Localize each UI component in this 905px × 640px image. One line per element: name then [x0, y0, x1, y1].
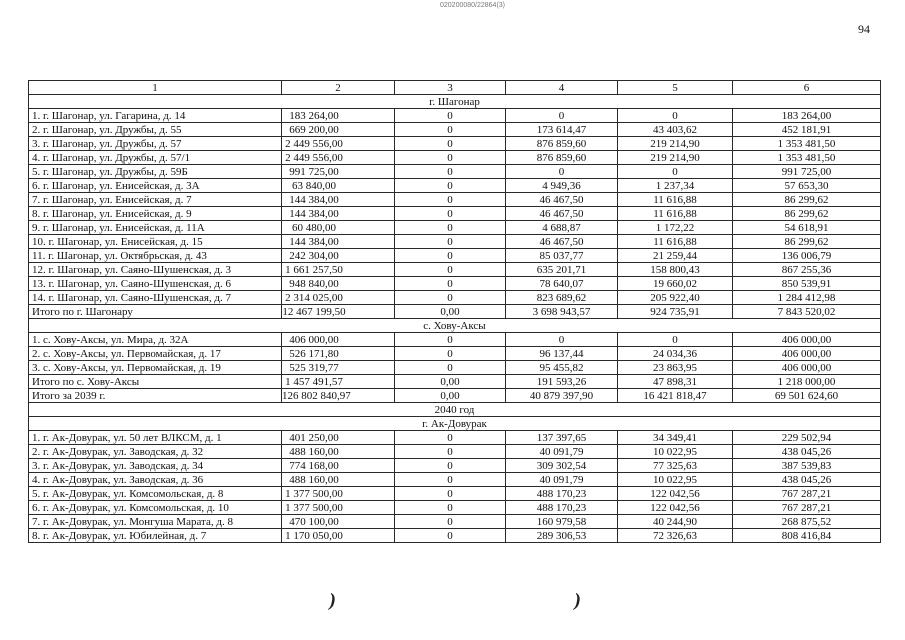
value-cell-col-4: 173 614,47 — [506, 123, 618, 137]
value-cell-col-4: 40 879 397,90 — [506, 389, 618, 403]
value-cell-col-5: 122 042,56 — [618, 487, 733, 501]
row-label-cell: 4. г. Ак-Довурак, ул. Заводская, д. 36 — [29, 473, 282, 487]
value-cell-col-5: 47 898,31 — [618, 375, 733, 389]
value-cell-col-5: 11 616,88 — [618, 207, 733, 221]
value-cell-col-4: 40 091,79 — [506, 445, 618, 459]
section-title: г. Шагонар — [29, 95, 881, 109]
table-row — [29, 501, 881, 515]
row-label-cell: Итого за 2039 г. — [29, 389, 282, 403]
table-row — [29, 263, 881, 277]
row-label-cell: 1. с. Хову-Аксы, ул. Мира, д. 32А — [29, 333, 282, 347]
section-header-row — [29, 319, 881, 333]
value-cell-col-6: 1 284 412,98 — [733, 291, 881, 305]
row-label-cell: 11. г. Шагонар, ул. Октябрьская, д. 43 — [29, 249, 282, 263]
value-cell-col-6: 438 045,26 — [733, 473, 881, 487]
value-cell-col-5: 11 616,88 — [618, 235, 733, 249]
page-number: 94 — [858, 22, 870, 36]
row-label-cell: Итого по с. Хову-Аксы — [29, 375, 282, 389]
value-cell-col-4: 46 467,50 — [506, 193, 618, 207]
value-cell-col-5: 205 922,40 — [618, 291, 733, 305]
row-label-cell: 7. г. Ак-Довурак, ул. Монгуша Марата, д. 8 — [29, 515, 282, 529]
value-cell-col-6: 767 287,21 — [733, 501, 881, 515]
value-cell-col-6: 406 000,00 — [733, 361, 881, 375]
row-label-cell: 8. г. Шагонар, ул. Енисейская, д. 9 — [29, 207, 282, 221]
margin-mark: ) — [327, 590, 338, 611]
table-row — [29, 529, 881, 543]
section-title: 2040 год — [29, 403, 881, 417]
table-row — [29, 123, 881, 137]
value-cell-col-4: 160 979,58 — [506, 515, 618, 529]
value-cell-col-4: 85 037,77 — [506, 249, 618, 263]
value-cell-col-6: 767 287,21 — [733, 487, 881, 501]
value-cell-col-2: 144 384,00 — [282, 207, 395, 221]
value-cell-col-2: 406 000,00 — [282, 333, 395, 347]
value-cell-col-6: 86 299,62 — [733, 235, 881, 249]
value-cell-col-3: 0,00 — [395, 305, 506, 319]
value-cell-col-4: 876 859,60 — [506, 137, 618, 151]
table-body — [29, 81, 881, 543]
value-cell-col-6: 1 353 481,50 — [733, 151, 881, 165]
value-cell-col-5: 72 326,63 — [618, 529, 733, 543]
value-cell-col-5: 16 421 818,47 — [618, 389, 733, 403]
table-row — [29, 361, 881, 375]
column-number-4: 4 — [506, 81, 618, 95]
value-cell-col-4: 289 306,53 — [506, 529, 618, 543]
value-cell-col-2: 526 171,80 — [282, 347, 395, 361]
section-title: г. Ак-Довурак — [29, 417, 881, 431]
document-header-code: 020200080/22864(3) — [440, 2, 506, 9]
value-cell-col-3: 0 — [395, 459, 506, 473]
table-row — [29, 277, 881, 291]
column-number-row — [29, 81, 881, 95]
table-row — [29, 165, 881, 179]
value-cell-col-2: 525 319,77 — [282, 361, 395, 375]
value-cell-col-2: 470 100,00 — [282, 515, 395, 529]
value-cell-col-3: 0,00 — [395, 375, 506, 389]
value-cell-col-6: 86 299,62 — [733, 207, 881, 221]
column-number-1: 1 — [29, 81, 282, 95]
value-cell-col-3: 0 — [395, 235, 506, 249]
table-row — [29, 221, 881, 235]
value-cell-col-2: 1 377 500,00 — [282, 501, 395, 515]
value-cell-col-5: 122 042,56 — [618, 501, 733, 515]
total-row — [29, 389, 881, 403]
value-cell-col-6: 7 843 520,02 — [733, 305, 881, 319]
value-cell-col-2: 1 170 050,00 — [282, 529, 395, 543]
row-label-cell: 2. с. Хову-Аксы, ул. Первомайская, д. 17 — [29, 347, 282, 361]
value-cell-col-2: 242 304,00 — [282, 249, 395, 263]
value-cell-col-4: 191 593,26 — [506, 375, 618, 389]
value-cell-col-6: 86 299,62 — [733, 193, 881, 207]
section-header-row — [29, 417, 881, 431]
budget-table — [28, 80, 881, 543]
value-cell-col-3: 0 — [395, 431, 506, 445]
table-row — [29, 291, 881, 305]
column-number-6: 6 — [733, 81, 881, 95]
value-cell-col-5: 219 214,90 — [618, 151, 733, 165]
value-cell-col-2: 1 457 491,57 — [282, 375, 395, 389]
value-cell-col-5: 10 022,95 — [618, 473, 733, 487]
value-cell-col-2: 488 160,00 — [282, 473, 395, 487]
value-cell-col-2: 401 250,00 — [282, 431, 395, 445]
row-label-cell: 3. г. Шагонар, ул. Дружбы, д. 57 — [29, 137, 282, 151]
value-cell-col-5: 219 214,90 — [618, 137, 733, 151]
value-cell-col-5: 34 349,41 — [618, 431, 733, 445]
value-cell-col-5: 43 403,62 — [618, 123, 733, 137]
value-cell-col-5: 19 660,02 — [618, 277, 733, 291]
value-cell-col-2: 774 168,00 — [282, 459, 395, 473]
table-row — [29, 249, 881, 263]
value-cell-col-2: 183 264,00 — [282, 109, 395, 123]
value-cell-col-3: 0 — [395, 165, 506, 179]
value-cell-col-3: 0 — [395, 515, 506, 529]
value-cell-col-2: 1 377 500,00 — [282, 487, 395, 501]
value-cell-col-3: 0 — [395, 445, 506, 459]
value-cell-col-3: 0 — [395, 151, 506, 165]
value-cell-col-4: 46 467,50 — [506, 207, 618, 221]
value-cell-col-3: 0 — [395, 529, 506, 543]
row-label-cell: 1. г. Шагонар, ул. Гагарина, д. 14 — [29, 109, 282, 123]
value-cell-col-2: 2 314 025,00 — [282, 291, 395, 305]
table-row — [29, 151, 881, 165]
value-cell-col-6: 387 539,83 — [733, 459, 881, 473]
value-cell-col-5: 21 259,44 — [618, 249, 733, 263]
table-row — [29, 473, 881, 487]
row-label-cell: 13. г. Шагонар, ул. Саяно-Шушенская, д. 6 — [29, 277, 282, 291]
value-cell-col-4: 0 — [506, 333, 618, 347]
value-cell-col-2: 1 661 257,50 — [282, 263, 395, 277]
value-cell-col-3: 0 — [395, 473, 506, 487]
value-cell-col-2: 144 384,00 — [282, 235, 395, 249]
value-cell-col-6: 406 000,00 — [733, 347, 881, 361]
value-cell-col-4: 46 467,50 — [506, 235, 618, 249]
value-cell-col-6: 991 725,00 — [733, 165, 881, 179]
value-cell-col-6: 867 255,36 — [733, 263, 881, 277]
value-cell-col-2: 126 802 840,97 — [282, 389, 395, 403]
table-row — [29, 179, 881, 193]
value-cell-col-3: 0 — [395, 109, 506, 123]
value-cell-col-6: 229 502,94 — [733, 431, 881, 445]
total-row — [29, 305, 881, 319]
value-cell-col-4: 488 170,23 — [506, 501, 618, 515]
value-cell-col-2: 60 480,00 — [282, 221, 395, 235]
value-cell-col-5: 24 034,36 — [618, 347, 733, 361]
value-cell-col-3: 0 — [395, 347, 506, 361]
section-header-row — [29, 403, 881, 417]
value-cell-col-5: 10 022,95 — [618, 445, 733, 459]
value-cell-col-3: 0 — [395, 193, 506, 207]
table-row — [29, 207, 881, 221]
row-label-cell: 3. г. Ак-Довурак, ул. Заводская, д. 34 — [29, 459, 282, 473]
value-cell-col-5: 77 325,63 — [618, 459, 733, 473]
row-label-cell: 6. г. Шагонар, ул. Енисейская, д. 3А — [29, 179, 282, 193]
table-row — [29, 515, 881, 529]
row-label-cell: 14. г. Шагонар, ул. Саяно-Шушенская, д. 7 — [29, 291, 282, 305]
row-label-cell: 5. г. Ак-Довурак, ул. Комсомольская, д. 8 — [29, 487, 282, 501]
value-cell-col-2: 488 160,00 — [282, 445, 395, 459]
value-cell-col-6: 183 264,00 — [733, 109, 881, 123]
value-cell-col-2: 991 725,00 — [282, 165, 395, 179]
value-cell-col-2: 669 200,00 — [282, 123, 395, 137]
value-cell-col-4: 4 949,36 — [506, 179, 618, 193]
row-label-cell: 9. г. Шагонар, ул. Енисейская, д. 11А — [29, 221, 282, 235]
value-cell-col-4: 823 689,62 — [506, 291, 618, 305]
value-cell-col-4: 635 201,71 — [506, 263, 618, 277]
value-cell-col-6: 268 875,52 — [733, 515, 881, 529]
value-cell-col-4: 876 859,60 — [506, 151, 618, 165]
value-cell-col-3: 0 — [395, 123, 506, 137]
value-cell-col-6: 69 501 624,60 — [733, 389, 881, 403]
column-number-3: 3 — [395, 81, 506, 95]
value-cell-col-3: 0 — [395, 249, 506, 263]
value-cell-col-4: 78 640,07 — [506, 277, 618, 291]
value-cell-col-4: 95 455,82 — [506, 361, 618, 375]
table-row — [29, 109, 881, 123]
table-row — [29, 347, 881, 361]
value-cell-col-3: 0 — [395, 361, 506, 375]
total-row — [29, 375, 881, 389]
value-cell-col-5: 40 244,90 — [618, 515, 733, 529]
value-cell-col-4: 40 091,79 — [506, 473, 618, 487]
value-cell-col-2: 63 840,00 — [282, 179, 395, 193]
value-cell-col-5: 1 172,22 — [618, 221, 733, 235]
value-cell-col-6: 1 218 000,00 — [733, 375, 881, 389]
value-cell-col-5: 0 — [618, 109, 733, 123]
row-label-cell: 10. г. Шагонар, ул. Енисейская, д. 15 — [29, 235, 282, 249]
value-cell-col-2: 2 449 556,00 — [282, 137, 395, 151]
value-cell-col-4: 0 — [506, 109, 618, 123]
value-cell-col-3: 0,00 — [395, 389, 506, 403]
value-cell-col-6: 850 539,91 — [733, 277, 881, 291]
value-cell-col-3: 0 — [395, 277, 506, 291]
column-number-5: 5 — [618, 81, 733, 95]
value-cell-col-2: 12 467 199,50 — [282, 305, 395, 319]
value-cell-col-3: 0 — [395, 263, 506, 277]
value-cell-col-6: 406 000,00 — [733, 333, 881, 347]
row-label-cell: 7. г. Шагонар, ул. Енисейская, д. 7 — [29, 193, 282, 207]
row-label-cell: 12. г. Шагонар, ул. Саяно-Шушенская, д. 3 — [29, 263, 282, 277]
value-cell-col-4: 4 688,87 — [506, 221, 618, 235]
row-label-cell: 4. г. Шагонар, ул. Дружбы, д. 57/1 — [29, 151, 282, 165]
margin-mark: ) — [572, 590, 583, 611]
row-label-cell: 1. г. Ак-Довурак, ул. 50 лет ВЛКСМ, д. 1 — [29, 431, 282, 445]
value-cell-col-5: 11 616,88 — [618, 193, 733, 207]
value-cell-col-2: 144 384,00 — [282, 193, 395, 207]
value-cell-col-6: 136 006,79 — [733, 249, 881, 263]
row-label-cell: 5. г. Шагонар, ул. Дружбы, д. 59Б — [29, 165, 282, 179]
value-cell-col-4: 3 698 943,57 — [506, 305, 618, 319]
value-cell-col-6: 438 045,26 — [733, 445, 881, 459]
value-cell-col-3: 0 — [395, 137, 506, 151]
section-title: с. Хову-Аксы — [29, 319, 881, 333]
value-cell-col-3: 0 — [395, 333, 506, 347]
value-cell-col-5: 0 — [618, 165, 733, 179]
row-label-cell: 2. г. Ак-Довурак, ул. Заводская, д. 32 — [29, 445, 282, 459]
value-cell-col-4: 0 — [506, 165, 618, 179]
value-cell-col-5: 924 735,91 — [618, 305, 733, 319]
table-row — [29, 487, 881, 501]
value-cell-col-3: 0 — [395, 487, 506, 501]
value-cell-col-4: 96 137,44 — [506, 347, 618, 361]
table-row — [29, 459, 881, 473]
value-cell-col-2: 948 840,00 — [282, 277, 395, 291]
row-label-cell: 2. г. Шагонар, ул. Дружбы, д. 55 — [29, 123, 282, 137]
value-cell-col-6: 1 353 481,50 — [733, 137, 881, 151]
value-cell-col-5: 23 863,95 — [618, 361, 733, 375]
table-row — [29, 431, 881, 445]
column-number-2: 2 — [282, 81, 395, 95]
value-cell-col-5: 158 800,43 — [618, 263, 733, 277]
value-cell-col-2: 2 449 556,00 — [282, 151, 395, 165]
table-row — [29, 137, 881, 151]
value-cell-col-3: 0 — [395, 291, 506, 305]
value-cell-col-5: 0 — [618, 333, 733, 347]
value-cell-col-5: 1 237,34 — [618, 179, 733, 193]
value-cell-col-3: 0 — [395, 207, 506, 221]
table-row — [29, 193, 881, 207]
value-cell-col-6: 808 416,84 — [733, 529, 881, 543]
value-cell-col-4: 137 397,65 — [506, 431, 618, 445]
row-label-cell: 8. г. Ак-Довурак, ул. Юбилейная, д. 7 — [29, 529, 282, 543]
value-cell-col-6: 54 618,91 — [733, 221, 881, 235]
value-cell-col-3: 0 — [395, 221, 506, 235]
value-cell-col-4: 309 302,54 — [506, 459, 618, 473]
value-cell-col-6: 452 181,91 — [733, 123, 881, 137]
table-row — [29, 235, 881, 249]
table-row — [29, 333, 881, 347]
value-cell-col-6: 57 653,30 — [733, 179, 881, 193]
section-header-row — [29, 95, 881, 109]
row-label-cell: 6. г. Ак-Довурак, ул. Комсомольская, д. 10 — [29, 501, 282, 515]
table-row — [29, 445, 881, 459]
value-cell-col-3: 0 — [395, 179, 506, 193]
row-label-cell: 3. с. Хову-Аксы, ул. Первомайская, д. 19 — [29, 361, 282, 375]
value-cell-col-4: 488 170,23 — [506, 487, 618, 501]
row-label-cell: Итого по г. Шагонару — [29, 305, 282, 319]
value-cell-col-3: 0 — [395, 501, 506, 515]
